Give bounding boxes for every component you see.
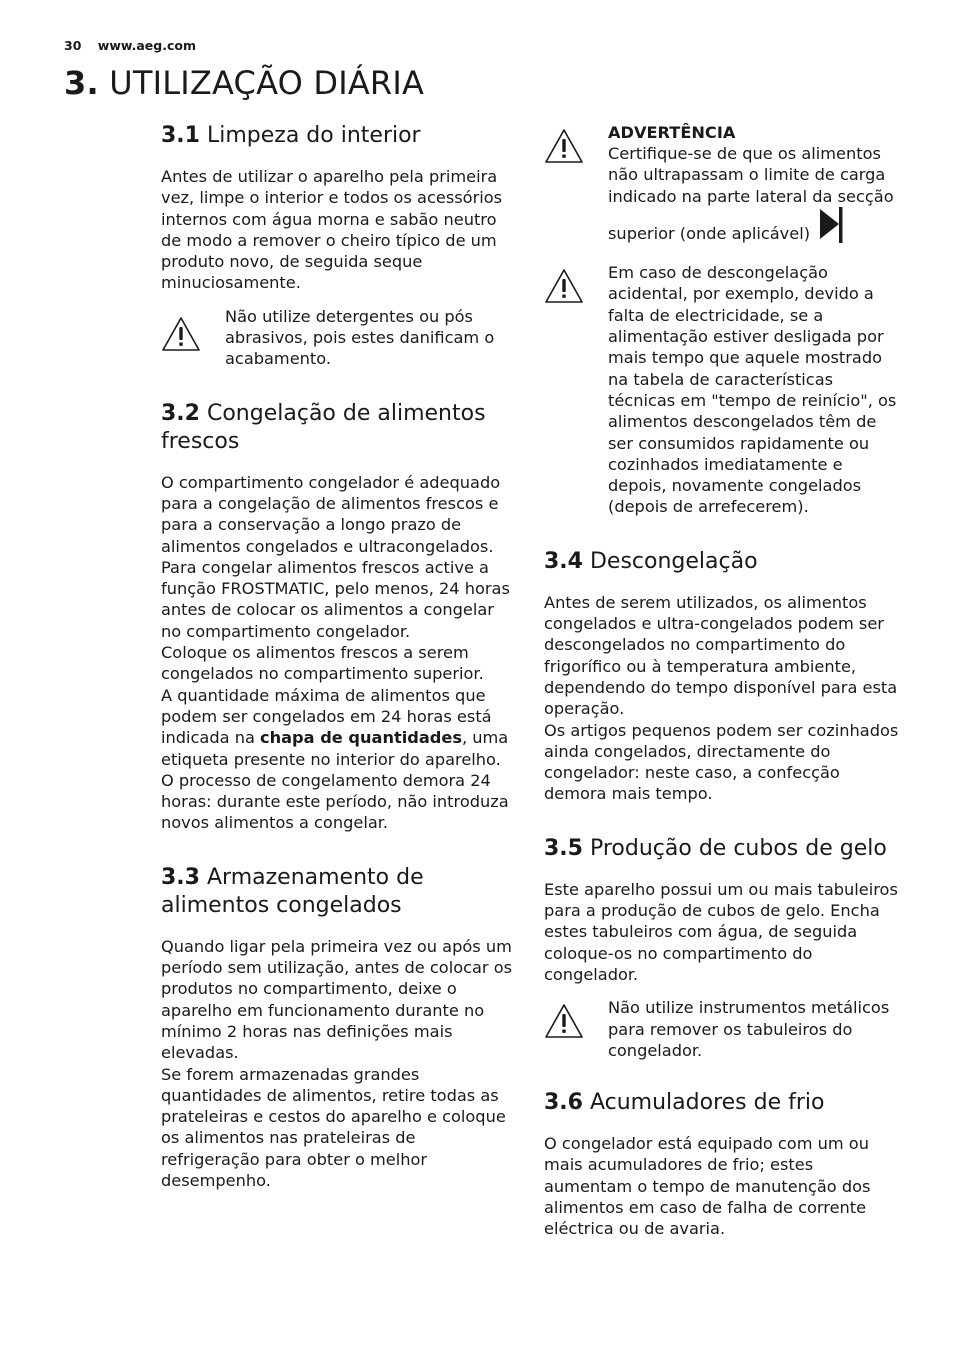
warning-triangle-icon bbox=[544, 1003, 584, 1039]
advertencia-warning bbox=[544, 122, 900, 244]
page-header bbox=[64, 38, 196, 53]
warning-triangle-icon bbox=[544, 128, 584, 164]
section-3-2-body bbox=[161, 472, 517, 834]
section-3-3-heading bbox=[161, 864, 517, 920]
section-3-1-heading bbox=[161, 122, 517, 150]
paragraph: Coloque os alimentos frescos a serem congelados no compartimento superior. bbox=[161, 643, 484, 684]
paragraph: Antes de serem utilizados, os alimentos congelados e ultra-congelados podem ser descongelados no compartimento do frigorífico ou à temperatura ambiente, dependendo do tempo disponível para esta operação. bbox=[544, 592, 898, 719]
section-number: 3.1 bbox=[161, 123, 200, 148]
paragraph bbox=[161, 685, 517, 770]
website-url[interactable]: www.aeg.com bbox=[97, 38, 196, 53]
section-number: 3.3 bbox=[161, 864, 200, 890]
chapter-number: 3. bbox=[64, 64, 99, 102]
warning-triangle-icon bbox=[161, 316, 201, 352]
section-3-2-heading bbox=[161, 400, 517, 456]
section-3-4-heading bbox=[544, 548, 900, 576]
section-3-1-paragraph: Antes de utilizar o aparelho pela primeira vez, limpe o interior e todos os acessórios internos com água morna e sabão neutro de modo a remover o cheiro típico de um produto novo, de seguida seque minuciosamente. bbox=[161, 167, 503, 293]
thaw-warning bbox=[544, 262, 900, 518]
page-number: 30 bbox=[64, 38, 82, 53]
bold-term: chapa de quantidades bbox=[260, 728, 462, 748]
chapter-title-text: UTILIZAÇÃO DIÁRIA bbox=[109, 64, 425, 102]
text-run: A quantidade máxima de alimentos que podem ser congelados em 24 horas está indicada na bbox=[161, 685, 492, 748]
section-title: Descongelação bbox=[589, 548, 758, 574]
section-3-5-warning bbox=[544, 997, 900, 1061]
section-number: 3.5 bbox=[544, 835, 583, 861]
paragraph: Se forem armazenadas grandes quantidades de alimentos, retire todas as prateleiras e cestos do aparelho e coloque os alimentos nas prateleiras de refrigeração para obter o melhor desempenho. bbox=[161, 1064, 506, 1190]
section-number: 3.4 bbox=[544, 548, 583, 574]
paragraph: Para congelar alimentos frescos active a função FROSTMATIC, pelo menos, 24 horas antes de colocar os alimentos a congelar no compartimento congelador. bbox=[161, 557, 510, 641]
section-3-5-heading bbox=[544, 835, 900, 863]
warning-text: Certifique-se de que os alimentos não ultrapassam o limite de carga indicado na parte lateral da secção superior (onde aplicável) bbox=[608, 144, 894, 243]
paragraph: O compartimento congelador é adequado para a congelação de alimentos frescos e para a conservação a longo prazo de alimentos congelados e ultracongelados. bbox=[161, 472, 501, 556]
section-number: 3.6 bbox=[544, 1090, 583, 1116]
section-3-6-paragraph: O congelador está equipado com um ou mais acumuladores de frio; estes aumentam o tempo de manutenção dos alimentos em caso de falha de corrente eléctrica ou de avaria. bbox=[544, 1134, 871, 1239]
warning-text: Não utilize detergentes ou pós abrasivos, pois estes danificam o acabamento. bbox=[225, 306, 495, 369]
warning-content bbox=[608, 122, 898, 244]
warning-text: Não utilize instrumentos metálicos para remover os tabuleiros do congelador. bbox=[608, 998, 890, 1060]
section-title: Congelação de alimentos frescos bbox=[161, 400, 486, 454]
warning-text: Em caso de descongelação acidental, por exemplo, devido a falta de electricidade, se a alimentação estiver desligada por mais tempo que aquele mostrado na tabela de características técnicas em "tempo de reinício", os alimentos descongelados têm de ser consumidos rapidamente ou cozinhados imediatamente e depois, novamente congelados (depois de arrefecerem). bbox=[608, 263, 897, 517]
right-column bbox=[544, 122, 900, 1240]
section-3-4-body bbox=[544, 592, 900, 805]
section-title: Limpeza do interior bbox=[206, 123, 421, 148]
section-title: Produção de cubos de gelo bbox=[589, 835, 887, 861]
paragraph: O processo de congelamento demora 24 horas: durante este período, não introduza novos alimentos a congelar. bbox=[161, 770, 509, 833]
paragraph: Os artigos pequenos podem ser cozinhados ainda congelados, directamente do congelador: neste caso, a confecção demora mais tempo. bbox=[544, 720, 899, 804]
chapter-title bbox=[64, 64, 424, 102]
warning-title: ADVERTÊNCIA bbox=[608, 123, 736, 142]
section-3-1-warning bbox=[161, 306, 517, 370]
section-3-6-heading bbox=[544, 1089, 900, 1117]
load-limit-symbol-icon bbox=[819, 207, 845, 243]
section-number: 3.2 bbox=[161, 400, 200, 426]
paragraph: Quando ligar pela primeira vez ou após um período sem utilização, antes de colocar os produtos no compartimento, deixe o aparelho em funcionamento durante no mínimo 2 horas nas definições mais elevadas. bbox=[161, 936, 513, 1063]
section-3-5-paragraph: Este aparelho possui um ou mais tabuleiros para a produção de cubos de gelo. Encha estes tabuleiros com água, de seguida coloque-os no compartimento do congelador. bbox=[544, 879, 898, 984]
text-run: , uma etiqueta presente no interior do aparelho. bbox=[161, 728, 509, 769]
section-3-3-body bbox=[161, 936, 517, 1192]
section-title: Acumuladores de frio bbox=[589, 1090, 825, 1116]
warning-triangle-icon bbox=[544, 268, 584, 304]
section-title: Armazenamento de alimentos congelados bbox=[161, 864, 424, 918]
left-column bbox=[161, 122, 517, 1191]
